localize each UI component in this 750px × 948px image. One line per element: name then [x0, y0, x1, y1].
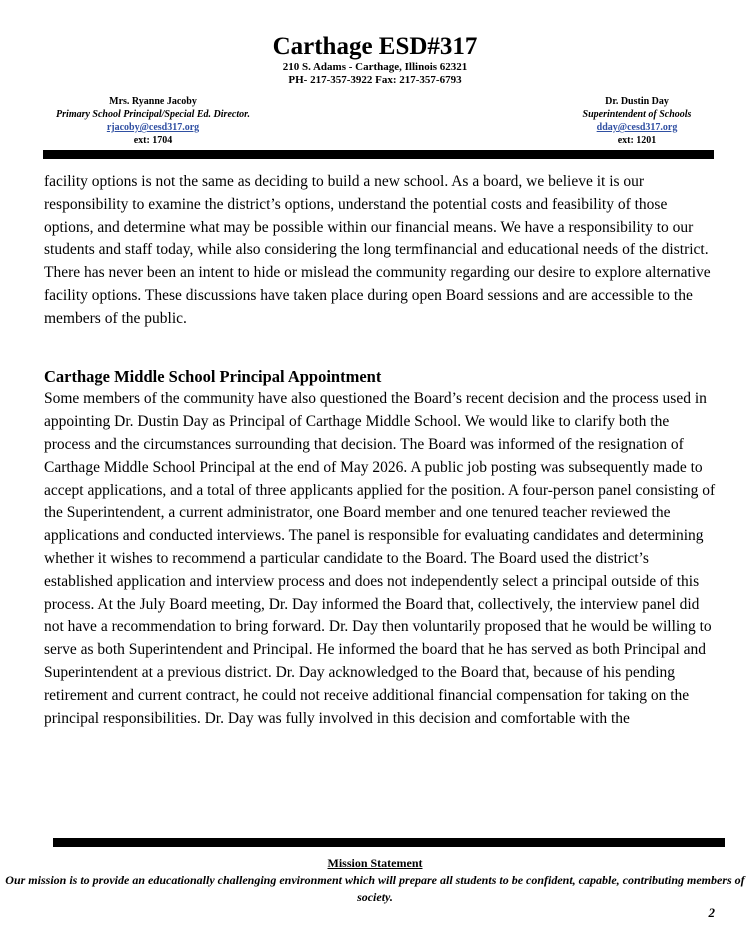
organization-address: 210 S. Adams - Carthage, Illinois 62321 [282, 61, 468, 73]
footer-divider [53, 838, 725, 847]
header-divider [43, 150, 714, 159]
mission-statement [0, 855, 750, 906]
page-number: 2 [708, 905, 715, 920]
mission-text: Our mission is to provide an educationally challenging environment which will prepare all students to be confident, capable, contributing members of society. [5, 873, 745, 904]
contact-right-name: Dr. Dustin Day [605, 96, 669, 107]
section-heading: Carthage Middle School Principal Appointment [44, 366, 382, 386]
contact-left [43, 95, 263, 147]
contact-left-extension: ext: 1704 [133, 135, 173, 146]
contact-right-extension: ext: 1201 [617, 135, 657, 146]
letter-body [44, 171, 719, 730]
body-paragraph-1: facility options is not the same as deciding to build a new school. As a board, we believe it is our responsibility to examine the district’s options, understand the potential costs and feasibility of those options, and determine what may be possible within our financial means. We have a responsibility to our students and staff today, while also considering the long termfinancial and educational needs of the district. There has never been an intent to hide or mislead the community regarding our desire to explore alternative facility options. These discussions have taken place during open Board sessions and are accessible to the members of the public. [44, 173, 711, 327]
contact-left-role: Primary School Principal/Special Ed. Director. [56, 109, 250, 120]
contact-right-role: Superintendent of Schools [582, 109, 692, 120]
body-paragraph-2: Some members of the community have also questioned the Board’s recent decision and the process used in appointing Dr. Dustin Day as Principal of Carthage Middle School. We would like to clarify both the process and the circumstances surrounding that decision. The Board was informed of the resignation of Carthage Middle School Principal at the end of May 2026. A public job posting was subsequently made to accept applications, and a total of three applicants applied for the position. A four-person panel consisting of the Superintendent, a current administrator, one Board member and one tenured teacher reviewed the applications and conducted interviews. The panel is responsible for evaluating candidates and determining whether it wishes to recommend a particular candidate to the Board. The Board used the district’s established application and interview process and does not independently select a principal outside of this process. At the July Board meeting, Dr. Day informed the Board that, collectively, the interview panel did not have a recommendation to bring forward. Dr. Day then voluntarily proposed that he would be willing to serve as both Superintendent and Principal. He informed the board that he has served as both Principal and Superintendent at a previous district. Dr. Day acknowledged to the Board that, because of his pending retirement and current contract, he could not receive additional financial compensation for taking on the principal responsibilities. Dr. Day was fully involved in this decision and comfortable with the [44, 390, 716, 727]
letterhead [0, 33, 750, 87]
contact-left-name: Mrs. Ryanne Jacoby [109, 96, 197, 107]
organization-name: Carthage ESD#317 [272, 33, 478, 60]
contact-right-email-link[interactable]: dday@cesd317.org [596, 122, 678, 133]
paragraph-spacer [44, 331, 719, 366]
contact-right [572, 95, 702, 147]
contact-left-email-link[interactable]: rjacoby@cesd317.org [106, 122, 200, 133]
mission-title: Mission Statement [327, 856, 423, 870]
organization-phone-fax: PH- 217-357-3922 Fax: 217-357-6793 [288, 74, 462, 86]
